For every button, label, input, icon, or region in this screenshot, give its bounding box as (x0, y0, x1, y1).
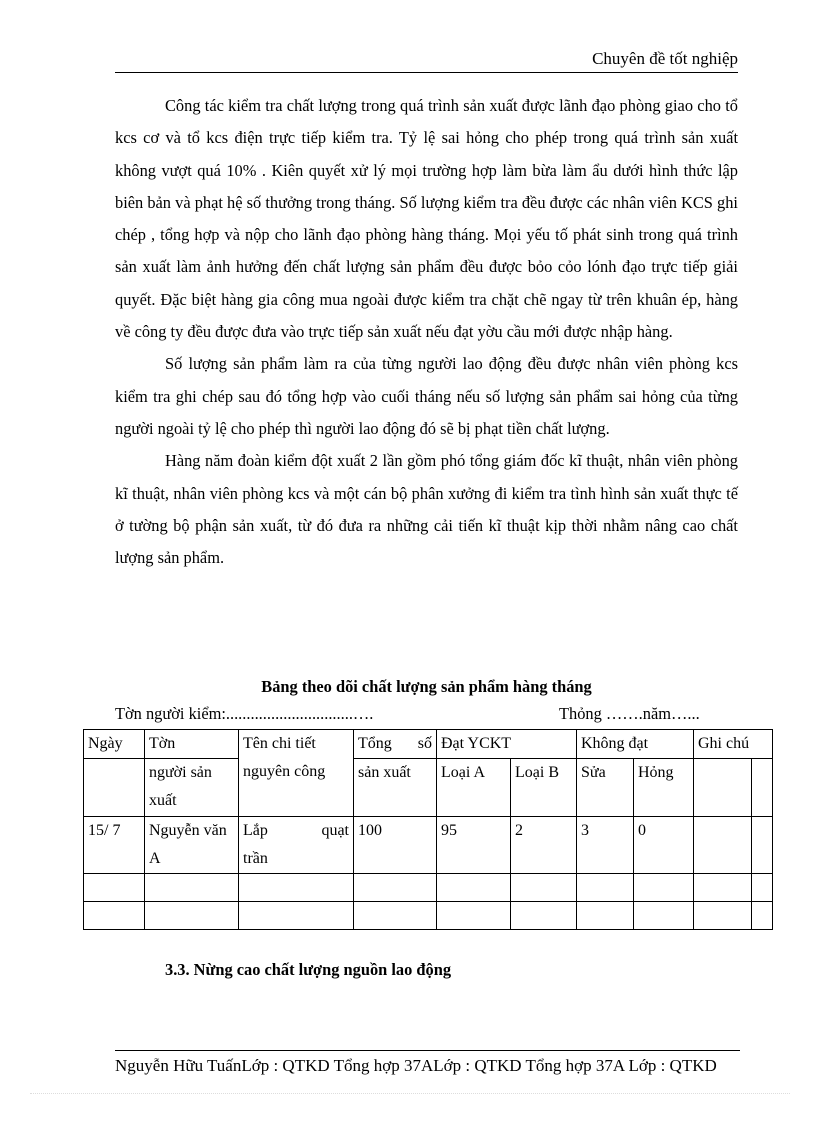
table-header-row (84, 730, 773, 759)
empty-cell (694, 874, 752, 902)
header-ten-chi-tiet: Tên chi tiết nguyên công (239, 730, 354, 817)
footer-text: Nguyễn Hữu TuấnLớp : QTKD Tổng hợp 37ALớp : QTKD Tổng hợp 37A Lớp : QTKD (115, 1056, 717, 1075)
cell-ngay: 15/ 7 (84, 817, 145, 874)
cell-chi-tiet-b: quạt (321, 822, 349, 839)
table-row (84, 902, 773, 930)
footer-rule (115, 1050, 740, 1051)
cell-chi-tiet-2: trần (243, 850, 268, 867)
document-header (115, 46, 738, 72)
section-heading: 3.3. Nừng cao chất lượng nguồn lao động (165, 960, 452, 979)
header-tong-so (354, 730, 437, 759)
header-sua: Sửa (577, 759, 634, 817)
empty-cell (577, 902, 634, 930)
header-tong-so-a: Tổng (358, 735, 392, 752)
header-tong-so-2: sản xuất (354, 759, 437, 817)
cell-ten: Nguyễn văn A (145, 817, 239, 874)
month-year-field: Thỏng …….năm…... (559, 704, 700, 723)
empty-cell (354, 874, 437, 902)
empty-cell (239, 902, 354, 930)
paragraph-annual-inspection: Hàng năm đoàn kiểm đột xuất 2 lần gồm phó tổng giám đốc kĩ thuật, nhân viên phòng kĩ thuật, nhân viên phòng kcs và một cán bộ phân xưởng đi kiểm tra tình hình sản xuất thực tế ở tường bộ phận sản xuất, từ đó đưa ra những cải tiến kĩ thuật kịp thời nhằm nâng cao chất lượng sản phẩm. (115, 451, 738, 568)
header-hong: Hỏng (634, 759, 694, 817)
header-dat-yckt: Đạt YCKT (437, 730, 577, 759)
empty-cell (634, 902, 694, 930)
header-rule (115, 72, 738, 73)
table-title: Bảng theo dõi chất lượng sản phẩm hàng tháng (261, 677, 592, 696)
empty-cell (511, 874, 577, 902)
empty-cell (577, 874, 634, 902)
header-tong-so-b: số (417, 735, 432, 752)
header-ghi-chu-empty (694, 759, 752, 817)
cell-loai-b: 2 (511, 817, 577, 874)
page-bottom-edge (30, 1093, 790, 1094)
header-loai-b: Loại B (511, 759, 577, 817)
page-footer (115, 1052, 816, 1080)
empty-cell (437, 874, 511, 902)
table-subheader-row (84, 759, 773, 817)
cell-extra (752, 817, 773, 874)
table-form-line (115, 701, 715, 727)
empty-cell (437, 902, 511, 930)
cell-chi-tiet-a: Lắp (243, 822, 268, 839)
header-ngay-empty (84, 759, 145, 817)
header-loai-a: Loại A (437, 759, 511, 817)
header-extra-empty (752, 759, 773, 817)
empty-cell (752, 902, 773, 930)
empty-cell (239, 874, 354, 902)
table-row (84, 817, 773, 874)
quality-tracking-table (83, 729, 773, 930)
cell-loai-a: 95 (437, 817, 511, 874)
empty-cell (84, 902, 145, 930)
body-text (115, 90, 738, 574)
table-row (84, 874, 773, 902)
empty-cell (354, 902, 437, 930)
paragraph-quality-control: Công tác kiểm tra chất lượng trong quá trình sản xuất được lãnh đạo phòng giao cho tổ kcs cơ và tổ kcs điện trực tiếp kiểm tra. Tỷ lệ sai hỏng cho phép trong quá trình sản xuất không vượt quá 10% . Kiên quyết xử lý mọi trường hợp làm bừa làm ẩu dưới hình thức lập biên bản và phạt hệ số thưởng trong tháng. Số lượng kiểm tra đều được các nhân viên KCS ghi chép , tổng hợp và nộp cho lãnh đạo phòng hàng tháng. Mọi yếu tố phát sinh trong quá trình sản xuất làm ảnh hưởng đến chất lượng sản phẩm đều được bỏo cỏo lónh đạo trực tiếp giải quyết. Đặc biệt hàng gia công mua ngoài được kiểm tra chặt chẽ ngay từ trên khuân ép, hàng về công ty đều được đưa vào trực tiếp sản xuất nếu đạt yờu cầu mới được nhập hàng. (115, 96, 738, 342)
cell-chi-tiet (239, 817, 354, 874)
cell-ghi-chu (694, 817, 752, 874)
header-ten-nguoi-2: người sản xuất (145, 759, 239, 817)
header-khong-dat: Không đạt (577, 730, 694, 759)
cell-sua: 3 (577, 817, 634, 874)
empty-cell (634, 874, 694, 902)
header-ten-nguoi-1: Tờn (145, 730, 239, 759)
empty-cell (145, 874, 239, 902)
empty-cell (145, 902, 239, 930)
empty-cell (84, 874, 145, 902)
empty-cell (511, 902, 577, 930)
paragraph-product-count: Số lượng sản phẩm làm ra của từng người lao động đều được nhân viên phòng kcs kiểm tra ghi chép sau đó tổng hợp vào cuối tháng nếu số lượng sản phẩm sai hỏng của từng người ngoài tỷ lệ cho phép thì người lao động đó sẽ bị phạt tiền chất lượng. (115, 354, 738, 438)
header-title: Chuyên đề tốt nghiệp (592, 49, 738, 68)
cell-tong-so: 100 (354, 817, 437, 874)
empty-cell (752, 874, 773, 902)
header-ngay: Ngày (84, 730, 145, 759)
empty-cell (694, 902, 752, 930)
header-ghi-chu: Ghi chú (694, 730, 773, 759)
cell-hong: 0 (634, 817, 694, 874)
inspector-name-field: Tờn người kiểm:...............................…. (115, 704, 374, 723)
